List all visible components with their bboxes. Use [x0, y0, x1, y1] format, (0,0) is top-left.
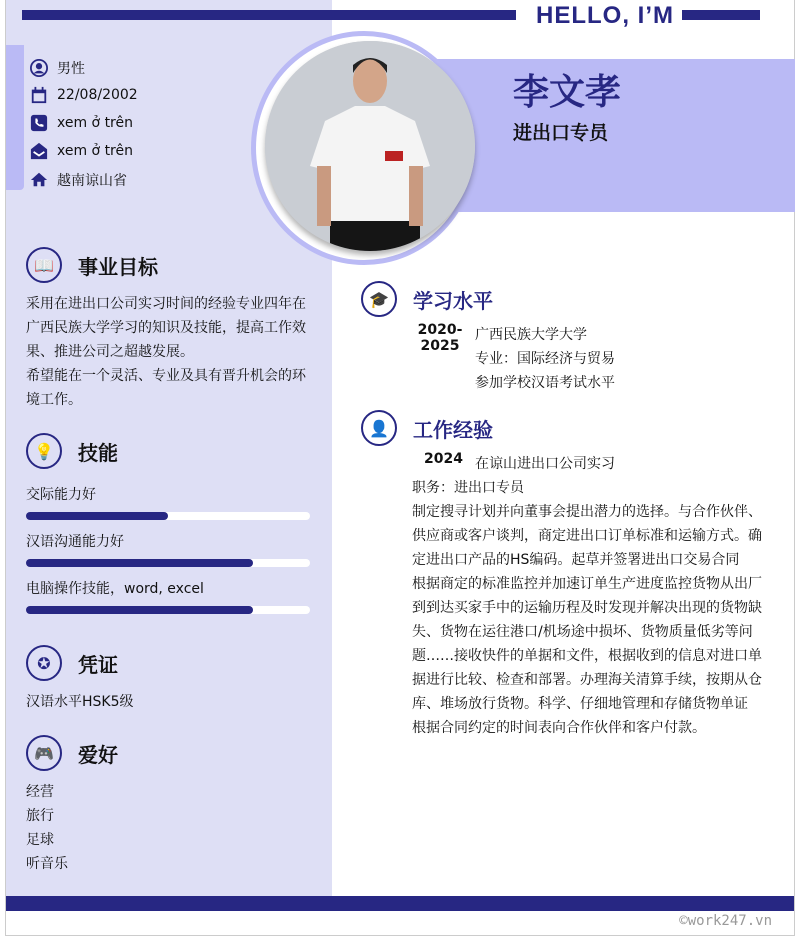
experience-title: 工作经验	[413, 417, 493, 442]
experience-line: 据进行比较、检查和部署。办理海关清算手续，按期从仓	[412, 672, 762, 688]
address-text: 越南谅山省	[57, 173, 127, 189]
education-details	[475, 323, 615, 395]
skill-label: 电脑操作技能，word, excel	[26, 581, 204, 597]
phone-icon	[30, 114, 48, 132]
job-title: 进出口专员	[513, 122, 609, 144]
objective-line: 广西民族大学学习的知识及技能，提高工作效	[26, 320, 306, 336]
hobby-item: 足球	[26, 832, 54, 848]
skill-bar-fill	[26, 512, 168, 520]
education-section-header	[361, 281, 493, 317]
profile-photo	[265, 41, 475, 251]
hobby-item: 听音乐	[26, 856, 68, 872]
gender-text: 男性	[57, 61, 85, 77]
skill-label: 交际能力好	[26, 487, 96, 503]
skills-title: 技能	[78, 440, 118, 465]
experience-line: 到到达买家手中的运输历程及时发现并解决出现的货物缺	[412, 600, 762, 616]
experience-line: 题……接收快件的单据和文件，根据收到的信息对进口单	[412, 648, 762, 664]
objective-title: 事业目标	[78, 254, 158, 279]
experience-line: 根据商定的标准监控并加速订单生产进度监控货物从出厂	[412, 576, 762, 592]
experience-line: 供应商或客户谈判，商定进出口订单标准和运输方式。确	[412, 528, 762, 544]
award-icon: ✪	[26, 645, 62, 681]
objective-section-header	[26, 247, 158, 283]
experience-line: 失、货物在运往港口/机场途中损坏、货物质量低劣等问	[412, 624, 753, 640]
education-title: 学习水平	[413, 288, 493, 313]
hobby-item: 经营	[26, 784, 54, 800]
experience-line: 库、堆场放行货物。科学、仔细地管理和存储货物单证	[412, 696, 748, 712]
hobbies-section-header	[26, 735, 118, 771]
birthdate-text: 22/08/2002	[57, 87, 138, 103]
user-icon	[30, 59, 48, 77]
education-line: 参加学校汉语考试水平	[475, 375, 615, 391]
experience-details	[412, 476, 782, 740]
contact-email	[30, 142, 133, 160]
skill-bar-fill	[26, 606, 253, 614]
contact-phone	[30, 114, 133, 132]
calendar-icon	[30, 86, 48, 104]
team-icon: 👤	[361, 410, 397, 446]
top-bar-left	[22, 10, 516, 20]
objective-line: 境工作。	[26, 392, 82, 408]
contact-birthdate	[30, 86, 138, 104]
education-line: 广西民族大学大学	[475, 327, 587, 343]
experience-line: 根据合同约定的时间表向合作伙伴和客户付款。	[412, 720, 706, 736]
gamepad-icon: 🎮	[26, 735, 62, 771]
home-icon	[30, 171, 48, 189]
experience-line: 制定搜寻计划并向董事会提出潜力的选择。与合作伙伴、	[412, 504, 762, 520]
experience-line: 定进出口产品的HS编码。起草并签署进出口交易合同	[412, 552, 740, 568]
education-start: 2020-	[417, 322, 463, 338]
certs-section-header	[26, 645, 118, 681]
hobbies-list	[26, 780, 68, 876]
hobbies-title: 爱好	[78, 742, 118, 767]
experience-company: 在谅山进出口公司实习	[475, 456, 615, 472]
hobby-item: 旅行	[26, 808, 54, 824]
top-bar-right	[682, 10, 760, 20]
watermark: ©work247.vn	[679, 913, 772, 929]
cert-item: 汉语水平HSK5级	[26, 694, 134, 710]
skill-bar	[26, 512, 310, 520]
objective-line: 采用在进出口公司实习时间的经验专业四年在	[26, 296, 306, 312]
objective-line: 果、推进公司之超越发展。	[26, 344, 194, 360]
skill-label: 汉语沟通能力好	[26, 534, 124, 550]
education-period	[416, 322, 464, 354]
contact-gender	[30, 58, 85, 78]
experience-section-header	[361, 410, 493, 446]
certs-title: 凭证	[78, 652, 118, 677]
skill-bar	[26, 606, 310, 614]
contact-accent	[6, 45, 24, 190]
education-line: 专业：国际经济与贸易	[475, 351, 615, 367]
hello-heading: HELLO, I’M	[536, 2, 674, 29]
full-name: 李文孝	[513, 72, 622, 113]
experience-year: 2024	[424, 451, 463, 467]
experience-line: 职务：进出口专员	[412, 480, 524, 496]
envelope-icon	[30, 142, 48, 160]
skills-section-header	[26, 433, 118, 469]
phone-text: xem ở trên	[57, 115, 133, 131]
objective-text	[26, 292, 326, 412]
footer-bar	[6, 896, 794, 911]
skill-bar	[26, 559, 310, 567]
graduation-cap-icon: 🎓	[361, 281, 397, 317]
lightbulb-icon: 💡	[26, 433, 62, 469]
objective-line: 希望能在一个灵活、专业及具有晋升机会的环	[26, 368, 306, 384]
contact-address	[30, 170, 127, 190]
book-icon: 📖	[26, 247, 62, 283]
skill-bar-fill	[26, 559, 253, 567]
email-text: xem ở trên	[57, 143, 133, 159]
education-end: 2025	[420, 338, 460, 354]
